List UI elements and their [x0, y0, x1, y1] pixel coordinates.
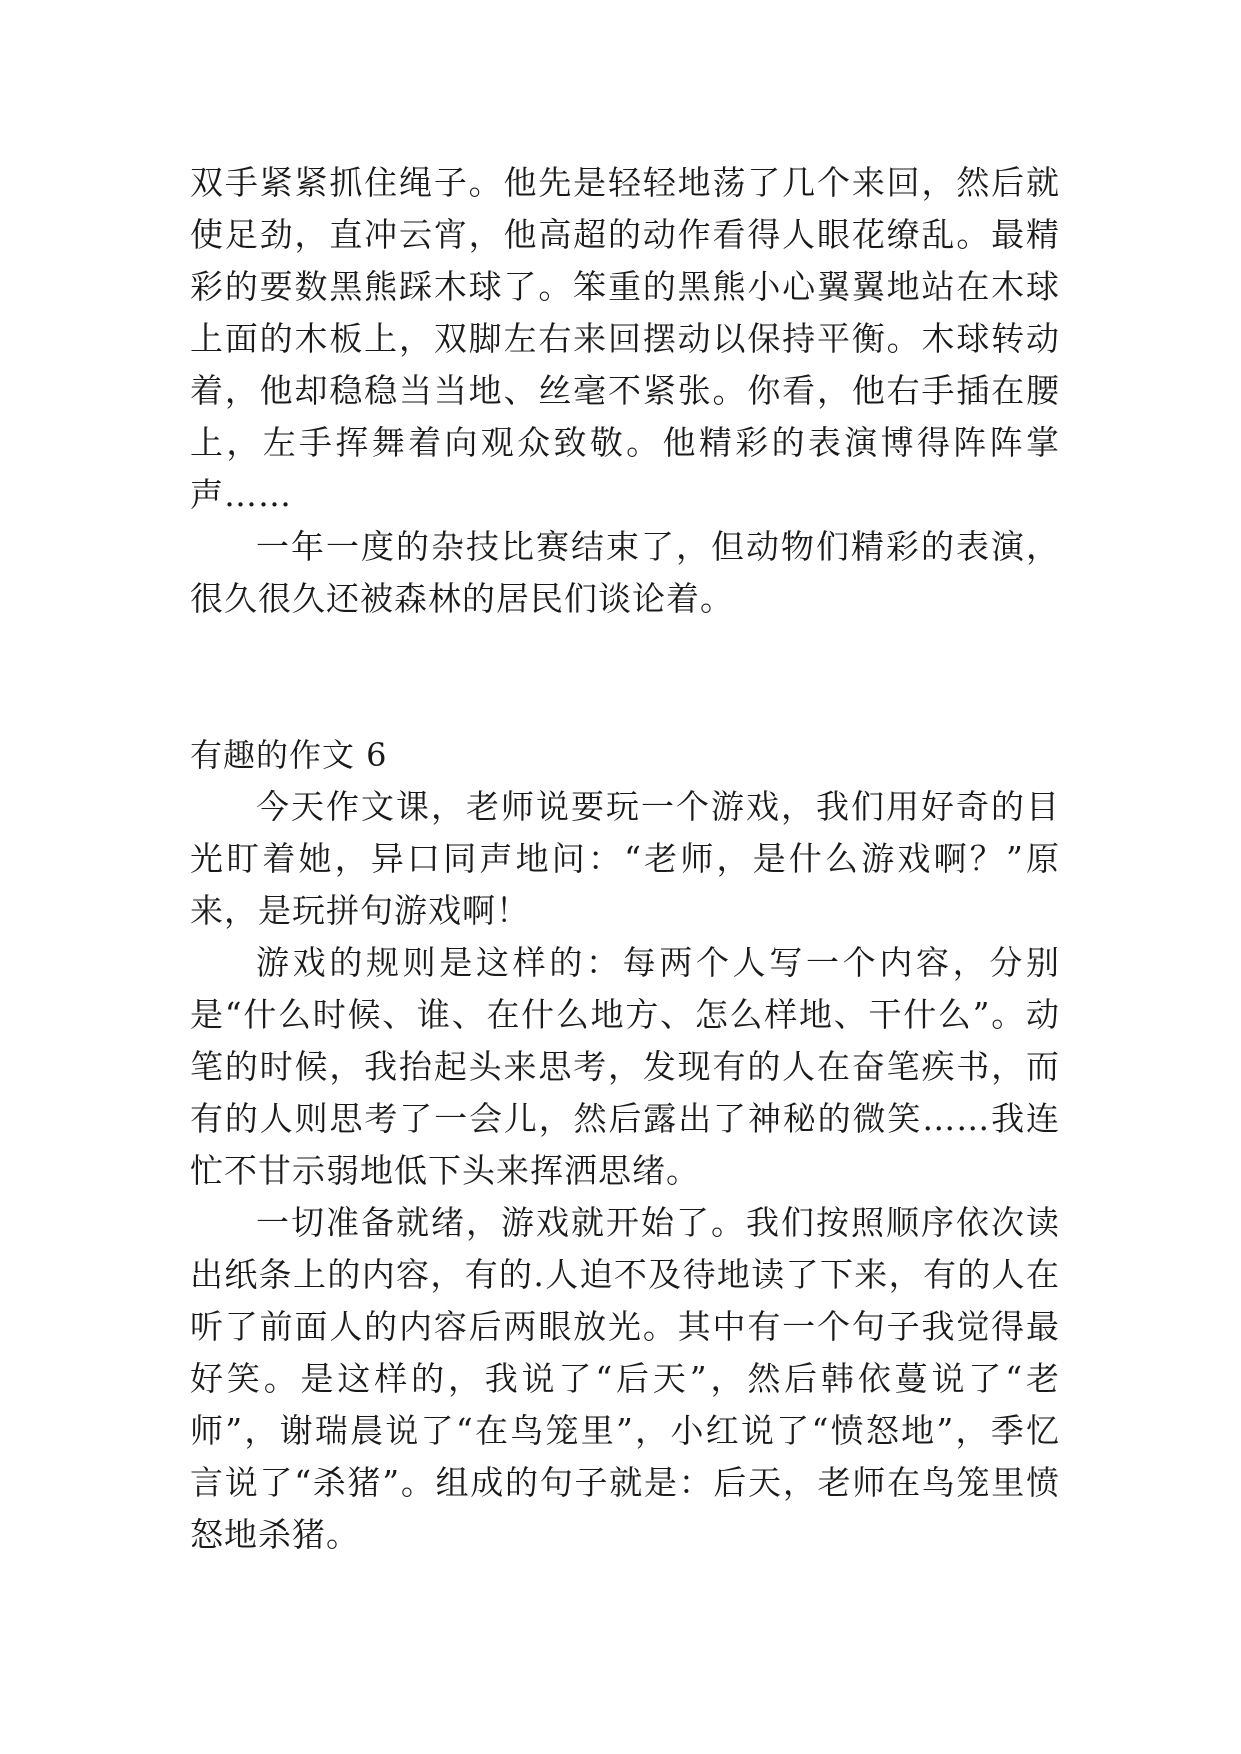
document-body — [190, 157, 1060, 1561]
paragraph-continued-1: 双手紧紧抓住绳子。他先是轻轻地荡了几个来回，然后就使足劲，直冲云宵，他高超的动作看得人眼花缭乱。最精彩的要数黑熊踩木球了。笨重的黑熊小心翼翼地站在木球上面的木板上，双脚左右来回摆动以保持平衡。木球转动着，他却稳稳当当地、丝毫不紧张。你看，他右手插在腰上，左手挥舞着向观众致敬。他精彩的表演博得阵阵掌声…… — [190, 163, 1060, 514]
essay-paragraph-1: 今天作文课，老师说要玩一个游戏，我们用好奇的目光盯着她，异口同声地问：“老师，是什么游戏啊？”原来，是玩拼句游戏啊！ — [190, 787, 1060, 930]
essay-paragraph-3: 一切准备就绪，游戏就开始了。我们按照顺序依次读出纸条上的内容，有的.人迫不及待地读了下来，有的人在听了前面人的内容后两眼放光。其中有一个句子我觉得最好笑。是这样的，我说了“后天”，然后韩依蔓说了“老师”，谢瑞晨说了“在鸟笼里”，小红说了“愤怒地”，季忆言说了“杀猪”。组成的句子就是：后天，老师在鸟笼里愤怒地杀猪。 — [190, 1203, 1060, 1554]
paragraph-continued-2: 一年一度的杂技比赛结束了，但动物们精彩的表演，很久很久还被森林的居民们谈论着。 — [190, 527, 1060, 618]
essay-title: 有趣的作文 6 — [190, 736, 388, 774]
section-gap — [190, 625, 1060, 729]
essay-paragraph-2: 游戏的规则是这样的：每两个人写一个内容，分别是“什么时候、谁、在什么地方、怎么样地、干什么”。动笔的时候，我抬起头来思考，发现有的人在奋笔疾书，而有的人则思考了一会儿，然后露出了神秘的微笑……我连忙不甘示弱地低下头来挥洒思绪。 — [190, 943, 1060, 1190]
